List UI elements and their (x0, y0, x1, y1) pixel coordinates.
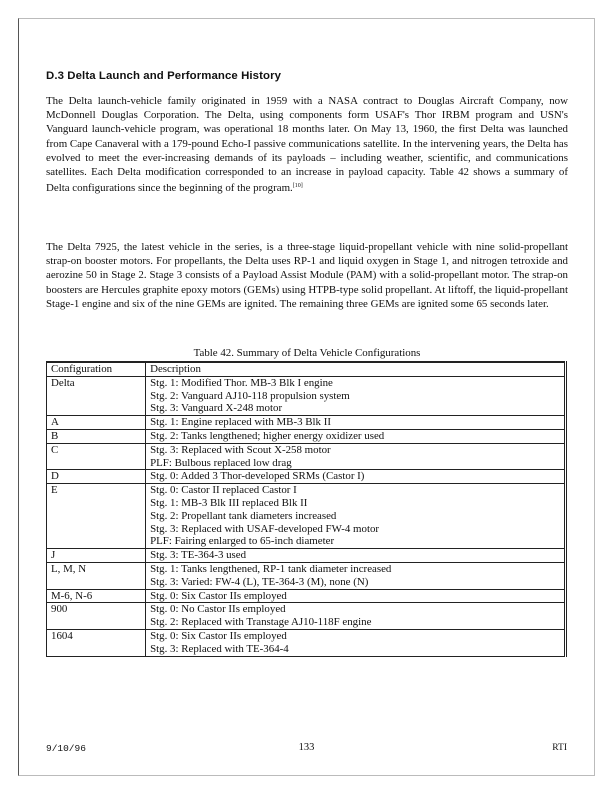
table-row (47, 484, 566, 549)
table-row (47, 443, 566, 470)
description-cell (146, 470, 566, 484)
description-line: Stg. 3: Replaced with Scout X-258 motor (150, 443, 331, 456)
description-line: Stg. 0: Six Castor IIs employed (150, 589, 287, 602)
description-line: Stg. 0: Added 3 Thor-developed SRMs (Castor I) (150, 470, 365, 483)
section-heading: D.3 Delta Launch and Performance History (46, 70, 282, 82)
description-line: Stg. 3: Vanguard X-248 motor (150, 402, 283, 415)
description-cell (146, 629, 566, 656)
table-row (47, 549, 566, 563)
header-description: Description (146, 362, 566, 376)
configuration-cell: Delta (47, 376, 146, 415)
table-row (47, 416, 566, 430)
description-cell (146, 589, 566, 603)
configuration-cell: C (47, 443, 146, 470)
description-line: Stg. 3: Replaced with TE-364-4 (150, 642, 289, 655)
table-header-row (47, 362, 566, 376)
configuration-cell: D (47, 470, 146, 484)
configuration-cell: 900 (47, 603, 146, 630)
header-configuration: Configuration (47, 362, 146, 376)
description-line: Stg. 2: Propellant tank diameters increased (150, 509, 337, 522)
configuration-cell: M-6, N-6 (47, 589, 146, 603)
description-line: Stg. 0: Castor II replaced Castor I (150, 484, 297, 497)
configurations-table (46, 361, 567, 657)
configuration-cell: L, M, N (47, 562, 146, 589)
description-line: Stg. 0: Six Castor IIs employed (150, 629, 287, 642)
description-cell (146, 376, 566, 415)
table-caption: Table 42. Summary of Delta Vehicle Configurations (193, 347, 421, 359)
page-number: 133 (298, 742, 315, 753)
description-line: Stg. 1: Engine replaced with MB-3 Blk II (150, 416, 331, 429)
paragraph-delta-7925: The Delta 7925, the latest vehicle in the series, is a three-stage liquid-propellant vehicle with nine solid-propellant strap-on booster motors. For propellants, the Delta uses RP-1 and liquid oxygen in Stage 1, and nitrogen tetroxide and aerozine 50 in Stage 2. Stage 3 consists of a Payload Assist Module (PAM) with a solid-propellant motor. The strap-on boosters are Hercules graphite epoxy motors (GEMs) using HTPB-type solid propellant. At liftoff, the liquid-propellant Stage-1 engine and six of the nine GEMs are ignited. The remaining three GEMs are ignited some 65 seconds later. (46, 241, 568, 310)
description-cell (146, 484, 566, 549)
description-line: Stg. 3: Varied: FW-4 (L), TE-364-3 (M), none (N) (150, 575, 369, 588)
table-body (47, 376, 566, 656)
paragraph-history (46, 94, 568, 195)
configuration-cell: J (47, 549, 146, 563)
description-line: PLF: Bulbous replaced low drag (150, 456, 292, 469)
table-row (47, 429, 566, 443)
configuration-cell: E (47, 484, 146, 549)
description-line: Stg. 0: No Castor IIs employed (150, 603, 286, 616)
description-line: PLF: Fairing enlarged to 65-inch diameter (150, 535, 335, 548)
table-row (47, 589, 566, 603)
description-cell (146, 443, 566, 470)
description-cell (146, 416, 566, 430)
description-cell (146, 562, 566, 589)
description-line: Stg. 1: Modified Thor. MB-3 Blk I engine (150, 376, 333, 389)
table-row (47, 376, 566, 415)
description-cell (146, 429, 566, 443)
table-row (47, 603, 566, 630)
description-line: Stg. 3: Replaced with USAF-developed FW-4 motor (150, 522, 380, 535)
configuration-cell: B (47, 429, 146, 443)
paragraph-history-text: The Delta launch-vehicle family originated in 1959 with a NASA contract to Douglas Aircraft Company, now McDonnell Douglas Corporation. The Delta, using components form USAF's Thor IRBM program and USN's Vanguard launch-vehicle program, was operational 18 months later. On May 13, 1960, the first Delta was launched from Cape Canaveral with a 179-pound Echo-I passive communications satellite. In the intervening years, the Delta has evolved to meet the ever-increasing demands of its payloads – including weather, scientific, and communications satellites. Each Delta modification corresponded to an increase in payload capacity. Table 42 shows a summary of Delta configurations since the beginning of the program. (46, 95, 568, 195)
table-row (47, 629, 566, 656)
description-line: Stg. 1: MB-3 Blk III replaced Blk II (150, 496, 308, 509)
description-line: Stg. 2: Vanguard AJ10-118 propulsion system (150, 389, 350, 402)
description-line: Stg. 1: Tanks lengthened, RP-1 tank diameter increased (150, 562, 392, 575)
reference-marker: [10] (292, 183, 303, 190)
table-row (47, 562, 566, 589)
description-cell (146, 549, 566, 563)
table-row (47, 470, 566, 484)
configuration-cell: A (47, 416, 146, 430)
configuration-cell: 1604 (47, 629, 146, 656)
footer-org: RTI (552, 743, 567, 753)
footer-date: 9/10/96 (46, 743, 86, 754)
description-line: Stg. 3: TE-364-3 used (150, 549, 247, 562)
description-line: Stg. 2: Replaced with Transtage AJ10-118F engine (150, 616, 372, 629)
description-line: Stg. 2: Tanks lengthened; higher energy oxidizer used (150, 429, 385, 442)
description-cell (146, 603, 566, 630)
